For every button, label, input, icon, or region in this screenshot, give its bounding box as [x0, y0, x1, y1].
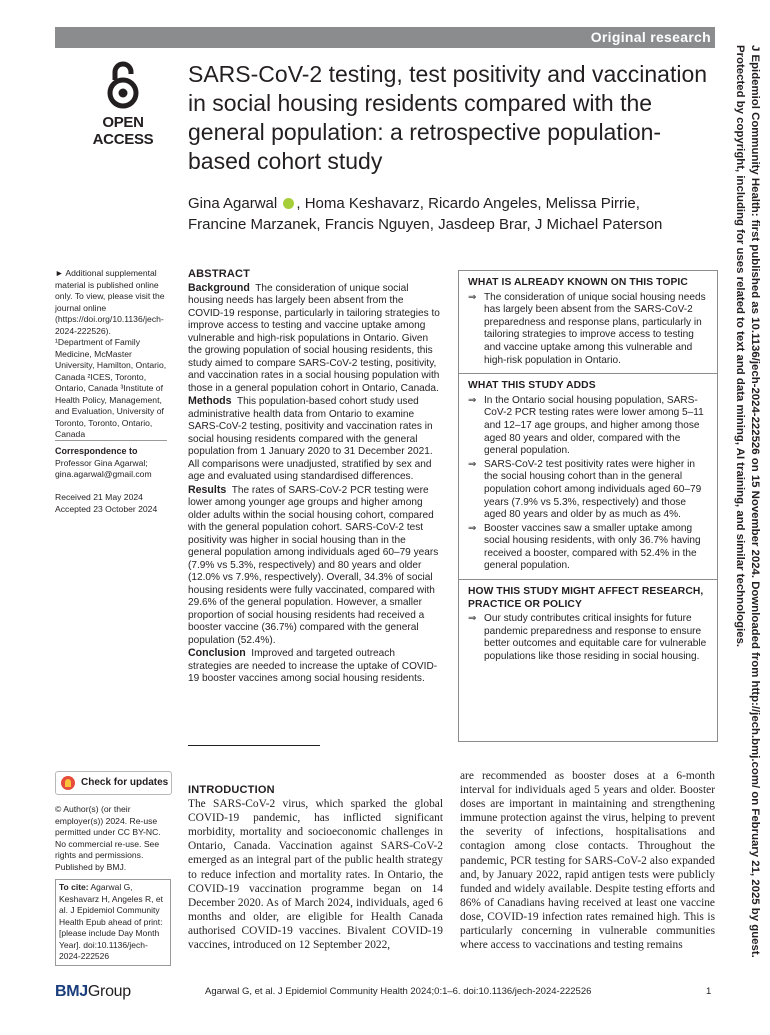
background-label: Background: [188, 281, 250, 294]
known-heading: WHAT IS ALREADY KNOWN ON THIS TOPIC: [468, 277, 688, 288]
article-title: SARS-CoV-2 testing, test positivity and vaccination in social housing residents compared with the general population: a retrospective population-based cohort study: [188, 61, 708, 174]
margin-line-1: J Epidemiol Community Health: first published as 10.1136/jech-2024-222526 on 15 November 2024. Downloaded from http://jech.bmj.com/ on February 21, 2025 by guest.: [749, 45, 761, 958]
abstract-conclusion: [188, 647, 440, 686]
box-divider: [459, 579, 717, 580]
intro-heading: INTRODUCTION: [188, 784, 275, 796]
abstract-results: [188, 484, 440, 648]
abstract: [188, 268, 440, 686]
known-item: ⇒ The consideration of unique social housing needs has largely been absent from the SARS-CoV-2 preparedness and response plans, particularly in tailoring strategies to improve access to testing and vaccine uptake among this vulnerable and high-risk population in Ontario.: [468, 292, 708, 368]
results-text: The rates of SARS-CoV-2 PCR testing were lower among younger age groups and higher among older adults within the social housing cohort, compared with the general population cohort. SARS-CoV-2 test positivity was higher in social housing than in the general population among individuals aged 60–79 years (7.9% vs 5.3%, respectively) and 80 years and older (12.0% vs 7.9%, respectively). Overall, 34.3% of social housing residents were fully vaccinated, compared with 29.6% of the general population. However, a smaller proportion of social housing residents had received a booster vaccine (36.7%) compared with the general population (52.4%).: [188, 484, 439, 646]
affect-list: [459, 613, 717, 663]
adds-heading: WHAT THIS STUDY ADDS: [468, 380, 596, 392]
abstract-methods: [188, 395, 440, 484]
known-list: [459, 292, 717, 368]
open-access-label: OPEN ACCESS: [92, 114, 154, 148]
cite-label: To cite:: [59, 882, 89, 892]
intro-column-2: [460, 769, 715, 952]
intro-text-2: are recommended as booster doses at a 6-month interval for individuals aged 5 years and older. Booster doses are important in maintaining and strengthening immune protection against the virus, helping to prevent the severity of infections, hospitalisations and contagion among close contacts. Throughout the pandemic, PCR testing for SARS-CoV-2 also expanded and, by January 2022, rapid antigen tests were publicly funded and widely available. Despite testing efforts and 86% of Canadians having received at least one vaccine dose, COVID-19 infection rates remained high. This is particularly concerning in vulnerable communities where access to vaccinations and testing remains: [460, 770, 715, 952]
conclusion-label: Conclusion: [188, 647, 246, 659]
authors-line1-rest: , Homa Keshavarz, Ricardo Angeles, Melissa Pirrie,: [296, 195, 640, 212]
article-type-label: Original research: [590, 29, 711, 45]
citation-box: [55, 879, 171, 966]
adds-item: ⇒ Booster vaccines saw a smaller uptake among social housing residents, with only 36.7% having received a booster, compared with 52.4% in the general population.: [468, 523, 708, 573]
authors-line2: Francine Marzanek, Francis Nguyen, Jasdeep Brar, J Michael Paterson: [188, 216, 663, 233]
open-access-logo: [78, 60, 168, 148]
results-label: Results: [188, 483, 227, 496]
box-divider: [459, 373, 717, 374]
adds-list: [459, 395, 717, 573]
margin-line-2: Protected by copyright, including for uses related to text and data mining, AI training, and similar technologies.: [734, 45, 746, 648]
methods-label: Methods: [188, 395, 232, 407]
article-type-banner: [55, 27, 715, 48]
abstract-heading: ABSTRACT: [188, 268, 251, 280]
adds-item: ⇒ SARS-CoV-2 test positivity rates were higher in the social housing cohort than in the general population cohort among individuals aged 60–79 years (7.9% vs 5.3%, respectively) and those aged 80 years and older by as much as 4%.: [468, 459, 708, 522]
publisher-name: BMJ: [55, 983, 88, 1000]
background-text: The consideration of unique social housing needs has largely been absent from the COVID-19 response, particularly in tailoring strategies to improve access to testing and vaccine uptake among vulnerable and high-risk populations in Ontario. Given the growing population of social housing residents, this study aimed to compare SARS-CoV-2 testing, positivity, and vaccination rates in a social housing population with those in a general population cohort in Ontario, Canada.: [188, 282, 440, 394]
abstract-divider: [188, 745, 320, 746]
key-messages-box: [458, 270, 718, 742]
author-first: Gina Agarwal: [188, 195, 278, 212]
margin-download-note: [722, 45, 762, 1035]
affect-heading: HOW THIS STUDY MIGHT AFFECT RESEARCH, PRACTICE OR POLICY: [468, 586, 704, 610]
methods-text: This population-based cohort study used administrative health data from Ontario to examine SARS-CoV-2 testing, positivity and vaccination rates in social housing residents compared with the general population from 1 January 2020 to 31 December 2021. All comparisons were unadjusted, stratified by sex and age and evaluated using standardised differences.: [188, 396, 433, 482]
footer-citation: Agarwal G, et al. J Epidemiol Community Health 2024;0:1–6. doi:10.1136/jech-2024-222526: [205, 986, 592, 997]
correspondence: [55, 440, 167, 481]
accepted-date: Accepted 23 October 2024: [55, 503, 158, 514]
bmj-group-logo: [55, 983, 131, 1001]
intro-text-1: The SARS-CoV-2 virus, which sparked the global COVID-19 pandemic, has inflicted significant morbidity, mortality and socioeconomic challenges in Ontario, Canada. Vaccination against SARS-CoV-2 emerged as an integral part of the public health strategy to reduce infection and mortality rates. In Ontario, the COVID-19 vaccination programme began on 14 December 2020. As of March 2024, individuals, aged 6 months and older, are eligible for Health Canada authorised COVID-19 vaccines. Bivalent COVID-19 vaccines, introduced on 12 September 2022,: [188, 798, 443, 952]
adds-item: ⇒ In the Ontario social housing population, SARS-CoV-2 PCR testing rates were lower among 5–11 and 12–17 age groups, and higher among those aged 80 years and older, compared with the general population.: [468, 395, 708, 458]
abstract-background: [188, 282, 440, 396]
copyright-note: © Author(s) (or their employer(s)) 2024. Re-use permitted under CC BY-NC. No commercial re-use. See rights and permissions. Published by BMJ.: [55, 804, 161, 872]
author-list: [188, 193, 718, 235]
open-access-lock-icon: [105, 60, 141, 110]
conclusion-text: Improved and targeted outreach strategies are needed to increase the uptake of COVID-19 booster vaccines among social housing residents.: [188, 648, 438, 684]
orcid-icon[interactable]: [283, 198, 294, 209]
affect-item: ⇒ Our study contributes critical insights for future pandemic preparedness and response to ensure better outcomes and equitable care for vulnerable populations like those residing in social housing.: [468, 613, 708, 663]
received-date: Received 21 May 2024: [55, 492, 143, 502]
affiliations: ¹Department of Family Medicine, McMaster University, Hamilton, Ontario, Canada ²ICES, Toronto, Ontario, Canada ³Institute of Health Policy, Management, and Evaluation, University of Toronto, Toronto, Ontario, Canada: [55, 337, 167, 439]
article-dates: [55, 492, 167, 515]
check-updates-label: Check for updates: [81, 777, 169, 789]
page-number: 1: [706, 986, 712, 997]
check-updates-icon: [61, 776, 75, 790]
correspondence-body[interactable]: Professor Gina Agarwal; gina.agarwal@gmail.com: [55, 457, 152, 479]
intro-column-1: [188, 783, 443, 952]
check-for-updates-button[interactable]: [55, 771, 172, 795]
publisher-suffix: Group: [87, 983, 131, 1000]
cite-text: Agarwal G, Keshavarz H, Angeles R, et al. J Epidemiol Community Health Epub ahead of print: [please include Day Month Year]. doi:10.1136/jech-2024-222526: [59, 882, 163, 961]
supplemental-note: ► Additional supplemental material is published online only. To view, please visit the journal online (https://doi.org/10.1136/jech-2024-222526).: [55, 268, 165, 336]
correspondence-heading: Correspondence to: [55, 446, 138, 456]
